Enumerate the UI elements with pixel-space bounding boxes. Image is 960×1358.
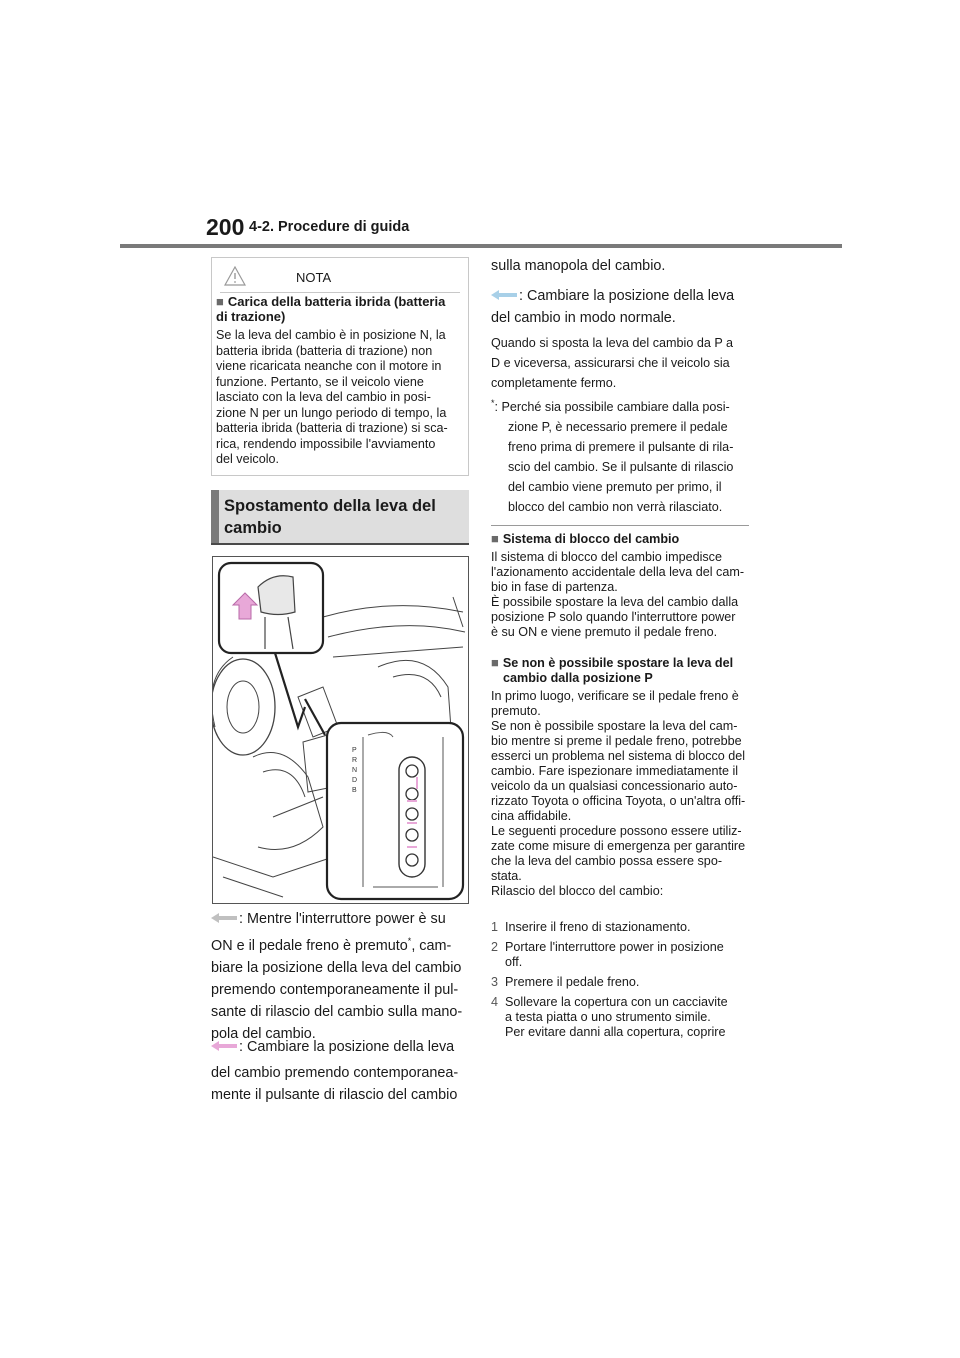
continued-line: sulla manopola del cambio. — [491, 258, 666, 274]
banner-title: Spostamento della leva del cambio — [224, 497, 436, 537]
caption-arrow-3: : Cambiare la posizione della leva del cambio in modo normale. — [491, 285, 749, 329]
square-bullet-icon: ■ — [491, 531, 499, 546]
shift-lever-illustration — [212, 556, 469, 904]
section-title: 4-2. Procedure di guida — [249, 219, 410, 235]
light-blue-arrow-icon — [491, 285, 517, 307]
gray-arrow-icon — [211, 908, 237, 930]
square-bullet-icon: ■ — [216, 294, 224, 309]
step-item: 1 Inserire il freno di stazionamento. — [491, 920, 691, 934]
section-banner — [211, 490, 469, 544]
subheading-cannot-shift: ■ Se non è possibile spostare la leva del cambio dalla posizione P — [491, 655, 734, 685]
nota-box — [211, 257, 469, 476]
header-divider — [120, 244, 842, 248]
shift-lock-body: Il sistema di blocco del cambio impedisce l'azionamento accidentale della leva del cam- bio in fase di partenza. È possibile spostare la leva del cambio dalla posizione P solo quando l'interruttore power è su ON e viene premuto il pedale freno. — [491, 550, 745, 639]
nota-subheading: ■ Carica della batteria ibrida (batteria di trazione) — [216, 294, 446, 324]
nota-divider — [220, 292, 460, 293]
banner-underline — [211, 543, 469, 545]
pink-arrow-icon — [211, 1036, 237, 1058]
footnote: *: Perché sia possibile cambiare dalla posi- zione P, è necessario premere il pedale freno prima di premere il pulsante di rila- scio del cambio. Se il pulsante di rilascio del cambio viene premuto per primo, il blocco del cambio non verrà rilasciato. — [491, 398, 734, 515]
caption-arrow-1: : Mentre l'interruttore power è su ON e il pedale freno è premuto*, cam- biare la posizione della leva del cambio premendo contemporaneamente il pul- sante di rilascio del cambio sulla mano- pola del cambio. — [211, 908, 469, 1045]
nota-body: Se la leva del cambio è in posizione N, la batteria ibrida (batteria di trazione) non viene ricaricata neanche con il motore in funzione. Pertanto, se il veicolo viene lasciato con la leva del cambio in posi- zione N per un lungo periodo di tempo, la batteria ibrida (batteria di trazione) si sca- rica, rendendo impossibile l'avviamento del veicolo. — [216, 328, 448, 466]
stop-note: Quando si sposta la leva del cambio da P a D e viceversa, assicurarsi che il veicolo sia completamente fermo. — [491, 336, 733, 390]
square-bullet-icon: ■ — [491, 655, 499, 670]
caption-arrow-2: : Cambiare la posizione della leva del cambio premendo contemporanea- mente il pulsante di rilascio del cambio — [211, 1036, 469, 1106]
nota-header — [212, 266, 468, 288]
cannot-shift-body: In primo luogo, verificare se il pedale freno è premuto. Se non è possibile spostare la leva del cam- bio mentre si preme il pedale freno, potrebbe esserci un problema nel sistema di blocco del cambio. Fare ispezionare immediatamente il veicolo da un qualsiasi concessionario auto- rizzato Toyota o officina Toyota, o un'altra offi- cina affidabile. Le seguenti procedure possono essere utiliz- zate come misure di emergenza per garantire che la leva del cambio possa essere spo- stata. Rilascio del blocco del cambio: — [491, 689, 746, 898]
section-divider — [491, 525, 749, 526]
step-item: 2 Portare l'interruttore power in posizione off. — [491, 940, 724, 969]
gear-letter-p: P — [352, 747, 357, 754]
nota-label: NOTA — [296, 270, 332, 285]
gear-letter-b: B — [352, 787, 357, 794]
gear-letter-r: R — [352, 757, 358, 764]
warning-triangle-icon — [224, 266, 246, 291]
step-item: 3 Premere il pedale freno. — [491, 975, 640, 989]
banner-accent-bar — [211, 490, 219, 544]
gear-letter-n: N — [352, 767, 358, 774]
page-number: 200 — [206, 214, 245, 240]
step-item: 4 Sollevare la copertura con un cacciavite a testa piatta o uno strumento simile. Per evitare danni alla copertura, coprire — [491, 995, 728, 1039]
release-steps — [491, 920, 749, 1040]
gear-letter-d: D — [352, 777, 358, 784]
subheading-shift-lock: ■ Sistema di blocco del cambio — [491, 531, 680, 546]
